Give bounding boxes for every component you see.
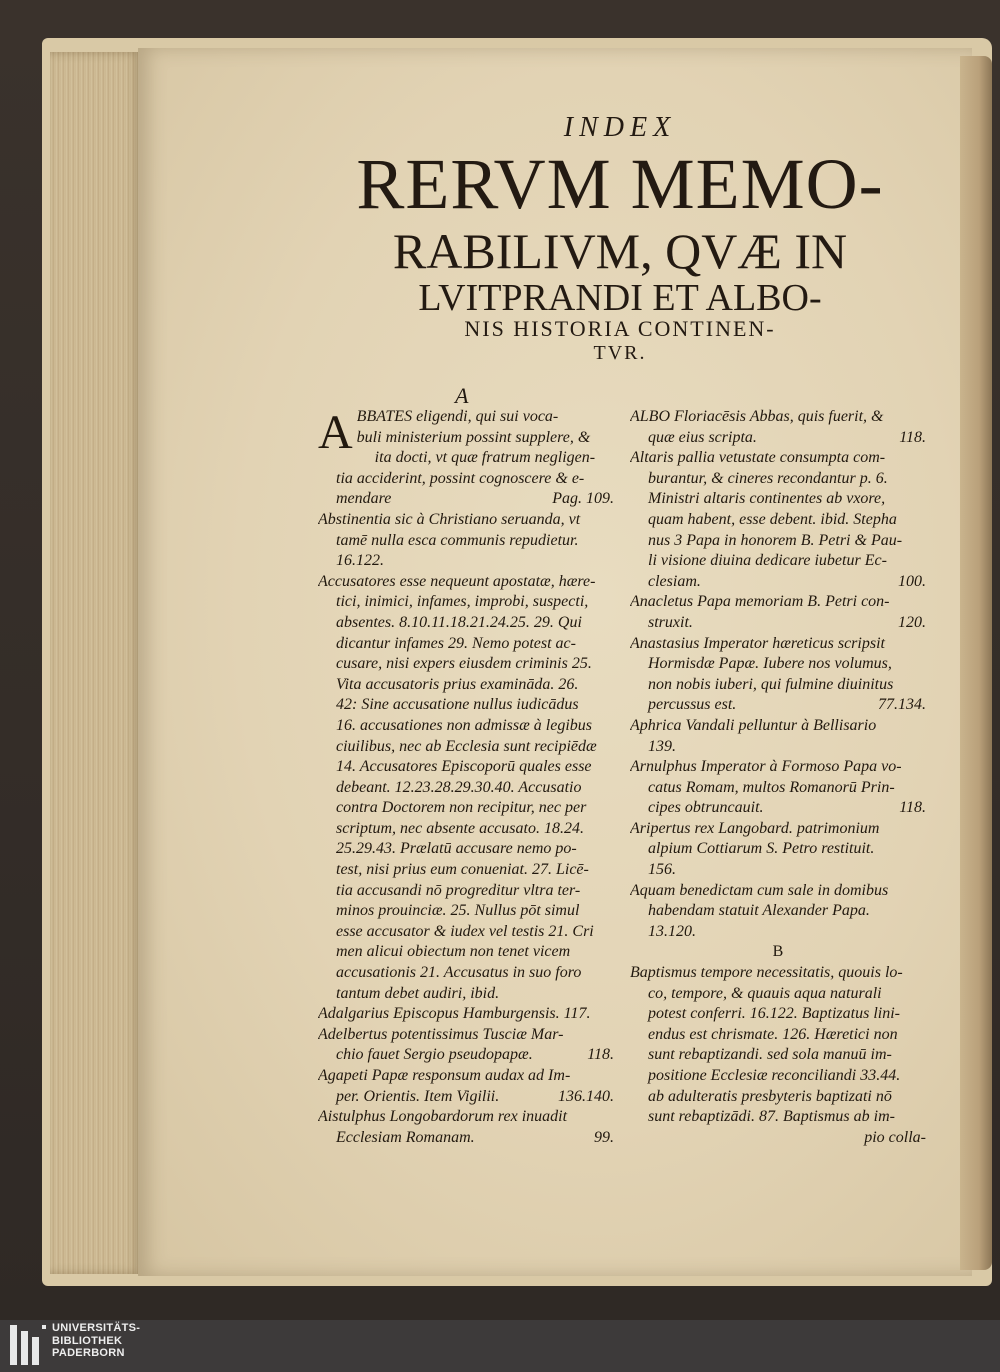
index-line-text: mendare bbox=[336, 490, 392, 508]
index-line bbox=[318, 819, 614, 840]
index-line-text: Baptismus tempore necessitatis, quouis lo- bbox=[630, 964, 903, 982]
index-line bbox=[318, 592, 614, 613]
index-line bbox=[318, 613, 614, 634]
title-line-4: NIS HISTORIA CONTINEN- bbox=[464, 316, 776, 341]
index-line bbox=[318, 654, 614, 675]
page-ref: 118. bbox=[899, 799, 926, 817]
index-line bbox=[630, 489, 926, 510]
index-line-text: ab adulteratis presbyteris baptizati nō bbox=[648, 1087, 892, 1105]
drop-cap: A bbox=[318, 406, 353, 459]
index-line-text: Agapeti Papæ responsum audax ad Im- bbox=[318, 1067, 571, 1084]
page-ref: 118. bbox=[899, 428, 926, 446]
page-ref: 77.134. bbox=[878, 696, 926, 714]
index-line bbox=[630, 881, 926, 902]
index-line bbox=[630, 675, 926, 696]
library-name-line-1: UNIVERSITÄTS- bbox=[52, 1322, 141, 1334]
page-fore-edge bbox=[50, 52, 142, 1274]
left-entries bbox=[318, 407, 614, 1148]
index-line-text: struxit. bbox=[648, 613, 693, 631]
title-line-2: RABILIVM, QVÆ IN bbox=[392, 223, 848, 279]
index-line bbox=[318, 1087, 614, 1108]
index-line bbox=[318, 963, 614, 984]
index-line-text: quam habent, esse debent. ibid. Stepha bbox=[648, 510, 897, 528]
index-line bbox=[318, 737, 614, 758]
index-line-text: alpium Cottiarum S. Petro restituit. bbox=[648, 840, 875, 858]
library-logo-icon bbox=[8, 1323, 48, 1369]
title-line-3: LVITPRANDI ET ALBO- bbox=[418, 277, 822, 319]
index-line bbox=[318, 1066, 614, 1087]
index-line-text: ciuilibus, nec ab Ecclesia sunt recipiēdæ bbox=[336, 737, 597, 755]
title-line-5: TVR. bbox=[593, 342, 647, 364]
index-line-text: buli ministerium possint supplere, & bbox=[356, 428, 591, 446]
index-line bbox=[318, 551, 614, 572]
index-line bbox=[318, 510, 614, 531]
footer-bar bbox=[0, 1320, 1000, 1372]
index-line-text: cipes obtruncauit. bbox=[648, 799, 764, 817]
index-line-text: Anacletus Papa memoriam B. Petri con- bbox=[630, 593, 890, 611]
section-letter-a: A bbox=[455, 383, 469, 408]
index-line-text: catus Romam, multos Romanorū Prin- bbox=[648, 778, 895, 796]
index-line-text: chio fauet Sergio pseudopapæ. bbox=[336, 1046, 533, 1064]
index-line bbox=[318, 1107, 614, 1128]
index-line-text: Aistulphus Longobardorum rex inuadit bbox=[318, 1108, 568, 1126]
index-line bbox=[630, 613, 926, 634]
index-line bbox=[630, 1087, 926, 1108]
index-line-text: contra Doctorem non recipitur, nec per bbox=[336, 799, 587, 817]
index-line-text: absentes. 8.10.11.18.21.24.25. 29. Qui bbox=[336, 613, 582, 631]
index-line-text: Hormisdæ Papæ. Iubere nos volumus, bbox=[648, 655, 892, 673]
index-line-text: Aquam benedictam cum sale in domibus bbox=[630, 881, 889, 899]
index-line-text: Aphrica Vandali pelluntur à Bellisario bbox=[630, 716, 877, 734]
library-name-line-2: BIBLIOTHEK bbox=[52, 1334, 123, 1347]
index-line-text: co, tempore, & quauis aqua naturali bbox=[648, 984, 882, 1002]
library-name-line-3: PADERBORN bbox=[52, 1347, 125, 1359]
index-line-text: esse accusator & iudex vel testis 21. Cri bbox=[336, 922, 594, 940]
index-line bbox=[318, 901, 614, 922]
right-entries bbox=[630, 407, 926, 942]
index-line bbox=[318, 716, 614, 737]
index-line-text: Accusatores esse nequeunt apostatæ, hære- bbox=[318, 572, 596, 590]
index-line-text: ita docti, vt quæ fratrum negligen- bbox=[374, 449, 596, 467]
page-ref: 99. bbox=[594, 1128, 614, 1146]
index-line bbox=[630, 592, 926, 613]
index-line bbox=[630, 901, 926, 922]
index-line bbox=[630, 407, 926, 428]
index-column-left bbox=[318, 407, 614, 1148]
index-line bbox=[357, 448, 614, 469]
index-line-text: Adelbertus potentissimus Tusciæ Mar- bbox=[318, 1025, 564, 1043]
index-line-text: clesiam. bbox=[648, 572, 701, 590]
index-line bbox=[630, 984, 926, 1005]
index-line-text: 14. Accusatores Episcoporū quales esse bbox=[336, 758, 592, 776]
index-line-text: Abstinentia sic à Christiano seruanda, vt bbox=[318, 510, 581, 528]
index-line-text: 25.29.43. Prælatū accusare nemo po- bbox=[336, 840, 577, 858]
index-line bbox=[318, 881, 614, 902]
page-ref: 120. bbox=[898, 613, 926, 631]
section-letter-b: B bbox=[772, 943, 784, 961]
index-line bbox=[630, 531, 926, 552]
index-line-text: li visione diuina dedicare iubetur Ec- bbox=[648, 552, 887, 570]
index-line bbox=[357, 428, 614, 449]
index-line-text: sunt rebaptizandi. sed sola manuū im- bbox=[648, 1046, 892, 1064]
index-line-text: per. Orientis. Item Vigilii. bbox=[336, 1087, 500, 1105]
index-line bbox=[630, 1045, 926, 1066]
index-line bbox=[630, 757, 926, 778]
index-line bbox=[318, 469, 614, 490]
index-line-text: Altaris pallia vetustate consumpta com- bbox=[630, 449, 886, 467]
index-line bbox=[630, 778, 926, 799]
index-line-text: potest conferri. 16.122. Baptizatus lini- bbox=[648, 1005, 900, 1023]
index-line-text: cusare, nisi expers eiusdem criminis 25. bbox=[336, 655, 592, 673]
index-line bbox=[630, 839, 926, 860]
index-line-text: test, nisi prius eum conueniat. 27. Licē- bbox=[336, 861, 589, 879]
index-line-text: Anastasius Imperator hæreticus scripsit bbox=[630, 634, 885, 652]
index-line bbox=[318, 634, 614, 655]
index-line bbox=[630, 654, 926, 675]
index-line-text: 42: Sine accusatione nullus iudicādus bbox=[336, 696, 579, 714]
index-line bbox=[318, 839, 614, 860]
index-line bbox=[630, 860, 926, 881]
index-line-text: dicantur infames 29. Nemo potest ac- bbox=[336, 634, 576, 652]
index-line bbox=[630, 1004, 926, 1025]
index-line bbox=[318, 695, 614, 716]
index-line bbox=[630, 819, 926, 840]
index-line bbox=[318, 860, 614, 881]
index-line bbox=[318, 778, 614, 799]
index-line bbox=[630, 1025, 926, 1046]
index-line bbox=[630, 551, 926, 572]
index-line bbox=[318, 1128, 614, 1149]
index-line-text: Vita accusatoris prius examināda. 26. bbox=[336, 675, 579, 693]
index-line-text: BBATES eligendi, qui sui voca- bbox=[356, 408, 559, 425]
index-line-text: tia acciderint, possint cognoscere & e- bbox=[336, 469, 585, 487]
index-line bbox=[318, 942, 614, 963]
index-line bbox=[630, 1107, 926, 1128]
index-line-text: Adalgarius Episcopus Hamburgensis. 117. bbox=[318, 1005, 591, 1023]
index-line bbox=[318, 757, 614, 778]
index-line-text: tia accusandi nō progreditur vltra ter- bbox=[336, 881, 581, 899]
page-ref: Pag. 109. bbox=[552, 490, 614, 508]
index-line bbox=[318, 984, 614, 1005]
index-line bbox=[318, 1004, 614, 1025]
index-line bbox=[630, 634, 926, 655]
index-line bbox=[630, 922, 926, 943]
index-line-text: accusationis 21. Accusatus in suo foro bbox=[336, 964, 582, 982]
index-line bbox=[357, 407, 614, 428]
index-line bbox=[318, 1025, 614, 1046]
index-line-text: Ecclesiam Romanam. bbox=[336, 1128, 475, 1146]
index-line-text: ALBO Floriacēsis Abbas, quis fuerit, & bbox=[630, 408, 884, 425]
index-line-text: men alicui obiectum non tenet vicem bbox=[336, 943, 571, 961]
index-line bbox=[630, 1066, 926, 1087]
index-column-right bbox=[630, 407, 926, 1148]
index-line-text: debeant. 12.23.28.29.30.40. Accusatio bbox=[336, 778, 582, 796]
index-line-text: 13.120. bbox=[648, 922, 696, 940]
index-line-text: Ministri altaris continentes ab vxore, bbox=[648, 490, 886, 508]
index-line-text: 156. bbox=[648, 861, 676, 879]
index-line bbox=[630, 737, 926, 758]
index-line bbox=[318, 572, 614, 593]
page-ref: 100. bbox=[898, 572, 926, 590]
index-line-text: Aripertus rex Langobard. patrimonium bbox=[630, 819, 880, 837]
index-line bbox=[630, 798, 926, 819]
index-line-text: 16. accusationes non admissæ à legibus bbox=[336, 716, 592, 734]
index-line bbox=[318, 489, 614, 510]
index-line bbox=[318, 922, 614, 943]
index-line bbox=[630, 510, 926, 531]
library-name bbox=[52, 1322, 140, 1360]
index-line bbox=[630, 469, 926, 490]
index-line-text: minos prouinciæ. 25. Nullus pōt simul bbox=[336, 902, 580, 920]
index-line-text: Arnulphus Imperator à Formoso Papa vo- bbox=[630, 758, 902, 776]
index-line bbox=[630, 428, 926, 449]
index-line-text: habendam statuit Alexander Papa. bbox=[648, 902, 870, 920]
index-line-text: tamē nulla esca communis repudietur. bbox=[336, 531, 579, 549]
index-line-text: burantur, & cineres recondantur p. 6. bbox=[648, 469, 888, 487]
index-line bbox=[630, 448, 926, 469]
page-gutter bbox=[960, 56, 992, 1270]
index-line-text: tici, inimici, infames, improbi, suspecti, bbox=[336, 593, 589, 611]
index-line bbox=[630, 963, 926, 984]
index-line bbox=[318, 531, 614, 552]
page-ref: 118. bbox=[587, 1046, 614, 1064]
index-line bbox=[630, 716, 926, 737]
index-line-text: 139. bbox=[648, 737, 676, 755]
index-line-text: nus 3 Papa in honorem B. Petri & Pau- bbox=[648, 531, 903, 549]
index-line-text: scriptum, nec absente accusato. 18.24. bbox=[336, 819, 584, 837]
index-line bbox=[318, 798, 614, 819]
index-line bbox=[630, 695, 926, 716]
index-line-text: tantum debet audiri, ibid. bbox=[336, 984, 500, 1002]
index-line-text: non nobis iuberi, qui fulmine diuinitus bbox=[648, 675, 894, 693]
title-line-1: RERVM MEMO- bbox=[356, 144, 884, 224]
index-line bbox=[318, 675, 614, 696]
index-line-text: sunt rebaptizādi. 87. Baptismus ab im- bbox=[648, 1108, 895, 1126]
page-ref: pio colla- bbox=[864, 1128, 926, 1146]
index-line-text: quæ eius scripta. bbox=[648, 428, 757, 446]
index-line bbox=[630, 572, 926, 593]
index-line-text: positione Ecclesiæ reconciliandi 33.44. bbox=[648, 1067, 901, 1084]
index-line bbox=[630, 1128, 926, 1149]
index-line-text: endus est chrismate. 126. Hæretici non bbox=[648, 1025, 898, 1043]
right-entries-b bbox=[630, 963, 926, 1148]
page-ref: 136.140. bbox=[558, 1087, 614, 1105]
index-line bbox=[318, 1045, 614, 1066]
index-line-text: 16.122. bbox=[336, 552, 384, 570]
index-line-text: percussus est. bbox=[648, 696, 737, 714]
title-index: INDEX bbox=[563, 112, 677, 143]
